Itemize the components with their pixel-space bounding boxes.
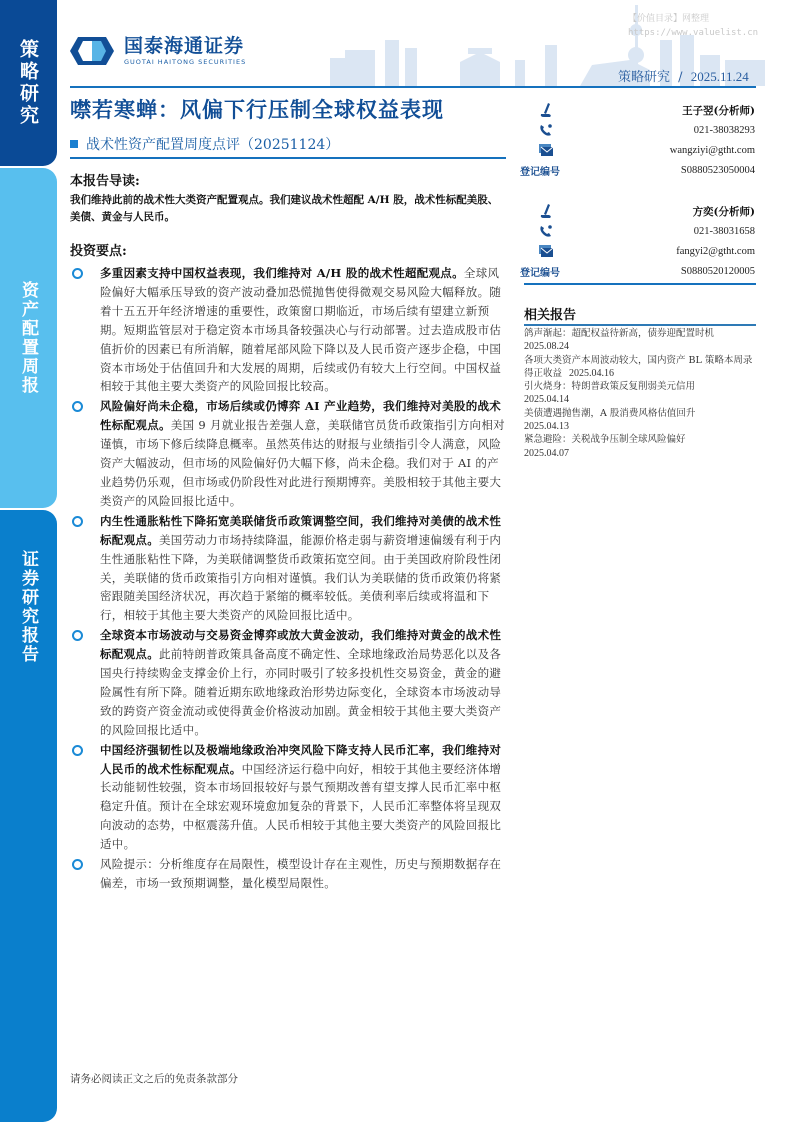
related-report-date: 2025.04.13 <box>524 421 569 433</box>
watermark-url: https://www.valuelist.cn <box>628 28 759 38</box>
guide-heading: 本报告导读: <box>70 174 140 189</box>
subtitle-text: 战术性资产配置周度点评（20251124） <box>86 137 340 153</box>
disclaimer-footer: 请务必阅读正文之后的免责条款部分 <box>70 1073 238 1085</box>
sidebar-tab-research-report <box>0 510 57 1122</box>
author-name: 方奕(分析师) <box>692 205 755 218</box>
author-name: 王子翌(分析师) <box>682 104 755 117</box>
brand-name-en: GUOTAI HAITONG SECURITIES <box>124 58 247 66</box>
investment-point <box>70 626 510 739</box>
author-email[interactable]: fangyi2@gtht.com <box>676 245 755 257</box>
sidebar-tab-asset-allocation <box>0 168 57 508</box>
pen-icon <box>539 102 553 118</box>
author-card <box>520 100 755 180</box>
point-body: 风险提示：分析维度存在局限性，模型设计存在主观性，历史与预期数据存在偏差，市场一致预期调整，量化模型局限性。 <box>100 857 502 890</box>
registration-number: S0880523050004 <box>680 164 755 176</box>
email-icon <box>539 245 553 257</box>
point-body: 全球风险偏好大幅承压导致的资产波动叠加恐慌抛售使得微观交易风险大幅释放。随着十五五开年经济增速的重要性，政策窗口期临近，市场后续有望建立新预期。短期监管层对于稳定资本市场具备较强决心与行动部署。过去造成股市估值折价的因素已有所消解，随着尾部风险下降以及人民币资产逐步企稳，中国资本市场处于估值回升和大发展的周期，后续或仍有较大上行空间。中国权益相较于其他主要大类资产的风险回报比较高。 <box>100 266 502 394</box>
author-card <box>520 201 755 281</box>
phone-icon <box>539 123 553 137</box>
author-email[interactable]: wangziyi@gtht.com <box>669 144 755 156</box>
sidebar-tab-label: 资产配置周报 <box>18 281 38 395</box>
report-date: 2025.11.24 <box>690 69 749 84</box>
related-report-title: 鸽声渐起：超配权益待新高，债券迎配置时机 <box>524 328 715 339</box>
email-icon <box>539 144 553 156</box>
logo-icon <box>70 37 114 65</box>
author-phone: 021-38031658 <box>693 225 755 237</box>
risk-warning <box>70 855 510 893</box>
guide-text: 我们维持此前的战术性大类资产配置观点。我们建议战术性超配 A/H 股，战术性标配美股、美债、黄金与人民币。 <box>70 194 499 223</box>
brand-name-cn: 国泰海通证券 <box>124 35 245 57</box>
related-report-date: 2025.04.16 <box>569 367 615 379</box>
header-meta <box>618 66 749 85</box>
related-report-item[interactable] <box>524 407 760 434</box>
investment-point <box>70 512 510 625</box>
sidebar-tab-label: 策略研究 <box>17 39 39 127</box>
point-body: 美国 9 月就业报告差强人意，美联储官员货币政策指引方向相对谨慎，市场下修后续降息概率。虽然英伟达的财报与业绩指引令人满意，风险资产大幅波动，但市场的风险偏好仍大幅下修，尚未企稳。我们对于 AI 的产业趋势仍乐观，但市场或仍阶段性对此进行预期博弈。美股相较于其他主要大类资产的风险回报比适中。 <box>100 418 505 508</box>
watermark-line: 【价值目录】网整理 <box>628 14 710 24</box>
point-headline: 中国经济强韧性以及极端地缘政治冲突风险下降支持人民币汇率，我们维持对人民币的战术性标配观点。 <box>100 742 502 776</box>
related-reports-heading: 相关报告 <box>524 308 577 323</box>
sidebar-tab-strategy <box>0 0 57 166</box>
phone-icon <box>539 224 553 238</box>
related-report-item[interactable] <box>524 433 760 460</box>
circle-bullet-icon <box>72 745 83 756</box>
report-category: 策略研究 <box>618 70 671 85</box>
circle-bullet-icon <box>72 859 83 870</box>
sidebar-tab-label: 证券研究报告 <box>18 550 38 664</box>
investment-point <box>70 741 510 854</box>
related-report-item[interactable] <box>524 354 760 381</box>
circle-bullet-icon <box>72 630 83 641</box>
square-bullet-icon <box>70 140 78 148</box>
related-report-title: 各项大类资产本周波动较大，国内资产 BL 策略本周录得正收益 <box>524 354 753 379</box>
related-report-title: 引火烧身：特朗普政策反复削弱美元信用 <box>524 381 696 393</box>
point-body: 此前特朗普政策具备高度不确定性、全球地缘政治局势恶化以及各国央行持续购金支撑金价上行，亦同时吸引了较多投机性交易资金，黄金的避险属性有所下降。随着近期东欧地缘政治形势边际变化，全球资本市场波动导致的跨资产资金流动或使得黄金价格波动加剧。黄金相较于其他主要大类资产的风险回报比适中。 <box>100 647 502 737</box>
report-title: 噤若寒蝉：风偏下行压制全球权益表现 <box>70 97 444 122</box>
circle-bullet-icon <box>72 516 83 527</box>
related-report-item[interactable] <box>524 380 760 407</box>
investment-point <box>70 397 510 510</box>
related-report-date: 2025.08.24 <box>524 341 569 353</box>
circle-bullet-icon <box>72 268 83 279</box>
registration-label: 登记编号 <box>520 267 560 279</box>
separator: / <box>678 70 683 85</box>
related-report-date: 2025.04.14 <box>524 394 569 406</box>
related-report-item[interactable] <box>524 327 760 354</box>
point-headline: 多重因素支持中国权益表现，我们维持对 A/H 股的战术性超配观点。 <box>100 266 464 280</box>
related-reports-list <box>524 327 760 460</box>
registration-label: 登记编号 <box>520 166 560 178</box>
header-divider <box>70 86 756 88</box>
company-logo <box>70 36 246 66</box>
point-body: 中国经济运行稳中向好，相较于其他主要经济体增长动能韧性较强，资本市场回报较好与景气预期改善有望支撑人民币汇率中枢稳定升值。预计在全球宏观环境愈加复杂的背景下，人民币汇率整体将呈现双向波动的态势，中枢震荡升值。人民币相较于其他主要大类资产的风险回报比适中。 <box>100 761 502 852</box>
registration-number: S0880520120005 <box>680 265 755 277</box>
related-report-title: 紧急避险：关税战争压制全球风险偏好 <box>524 434 686 446</box>
related-reports-divider <box>524 324 756 326</box>
watermark <box>628 12 758 40</box>
author-phone: 021-38038293 <box>693 124 755 136</box>
report-subtitle <box>70 134 339 154</box>
investment-points-heading: 投资要点: <box>70 244 127 259</box>
author-divider <box>524 283 756 285</box>
circle-bullet-icon <box>72 401 83 412</box>
investment-point <box>70 264 510 396</box>
related-report-title: 美债遭遇抛售潮，A 股消费风格估值回升 <box>524 407 696 419</box>
point-headline: 内生性通胀粘性下降拓宽美联储货币政策调整空间，我们维持对美债的战术性标配观点。 <box>100 513 502 547</box>
subtitle-divider <box>70 157 506 159</box>
investment-points-list <box>70 264 510 894</box>
point-headline: 全球资本市场波动与交易资金博弈或放大黄金波动，我们维持对黄金的战术性标配观点。 <box>100 628 502 662</box>
point-body: 美国劳动力市场持续降温，能源价格走弱与薪资增速偏缓有利于内生性通胀粘性下降，为美联储调整货币政策拓宽空间。由于美国政府阶段性闭关，美联储的货币政策指引方向相对谨慎。我们认为美联储的货币政策仍将紧密跟随美国经济状况，再次趋于紧缩的概率较低。美债利率后续或将温和下行，相较于其他主要大类资产的风险回报比适中。 <box>100 532 502 623</box>
pen-icon <box>539 203 553 219</box>
point-headline: 风险偏好尚未企稳，市场后续或仍博弈 AI 产业趋势，我们维持对美股的战术性标配观点。 <box>100 399 502 433</box>
related-report-date: 2025.04.07 <box>524 447 569 459</box>
